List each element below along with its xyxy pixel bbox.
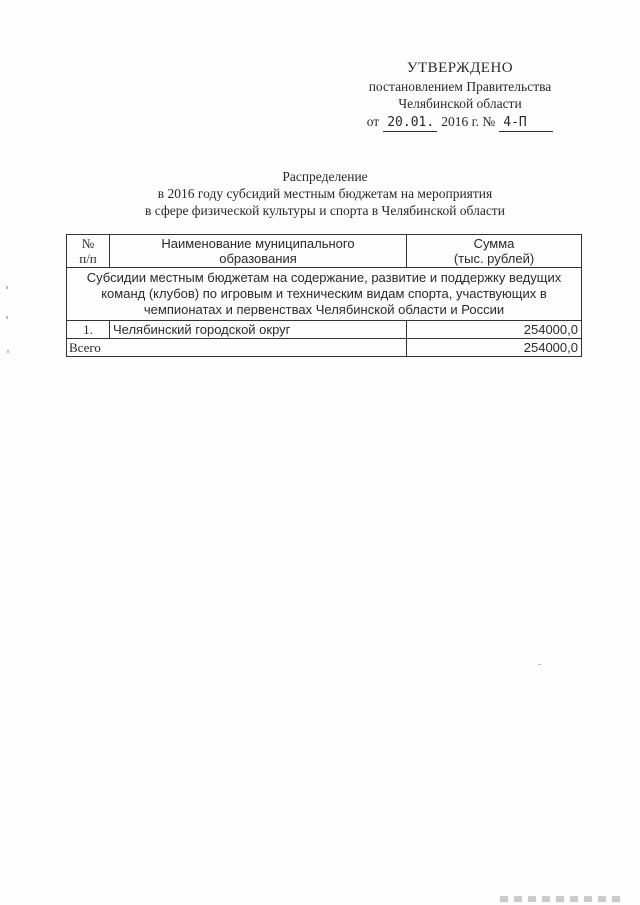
approval-heading: УТВЕРЖДЕНО <box>406 60 514 76</box>
approval-date-line <box>340 113 580 132</box>
year-text: 2016 г. № <box>441 114 496 129</box>
scan-speck <box>6 316 8 319</box>
header-name-line-1: Наименование муниципального <box>161 236 355 251</box>
decree-number: 4-П <box>499 114 553 132</box>
header-name <box>110 235 407 268</box>
date-value: 20.01. <box>383 114 437 132</box>
header-sum-line-2: (тыс. рублей) <box>453 251 535 266</box>
approval-line-1: постановлением Правительства <box>368 79 552 94</box>
total-row <box>67 339 582 357</box>
distribution-table <box>66 234 582 357</box>
header-sum-line-1: Сумма <box>473 236 515 251</box>
header-name-line-2: образования <box>219 251 297 266</box>
approval-stamp <box>340 60 580 132</box>
approval-line-2: Челябинской области <box>398 96 522 111</box>
header-num-line-2: п/п <box>79 251 97 266</box>
scan-speck <box>6 286 8 289</box>
scan-edge-marks <box>500 896 620 902</box>
row-sum: 254000,0 <box>407 321 582 339</box>
total-sum: 254000,0 <box>407 339 582 357</box>
section-row <box>67 268 582 321</box>
table-header-row <box>67 235 582 268</box>
title-line-1: Распределение <box>282 169 368 184</box>
total-label: Всего <box>67 339 407 357</box>
title-line-2: в 2016 году субсидий местным бюджетам на мероприятия <box>157 186 493 201</box>
table-row <box>67 321 582 339</box>
header-num <box>67 235 110 268</box>
date-prefix: от <box>366 114 380 129</box>
scan-speck <box>7 350 9 353</box>
header-num-line-1: № <box>81 236 95 251</box>
row-municipality-name: Челябинский городской округ <box>110 321 407 339</box>
scan-speck <box>538 664 541 665</box>
document-title <box>70 168 580 219</box>
title-line-3: в сфере физической культуры и спорта в Челябинской области <box>145 203 505 218</box>
header-sum <box>407 235 582 268</box>
section-title: Субсидии местным бюджетам на содержание, развитие и поддержку ведущих команд (клубов) по игровым и техническим видам спорта, участвующих в чемпионатах и первенствах Челябинской области и России <box>67 268 582 321</box>
row-num: 1. <box>67 321 110 339</box>
